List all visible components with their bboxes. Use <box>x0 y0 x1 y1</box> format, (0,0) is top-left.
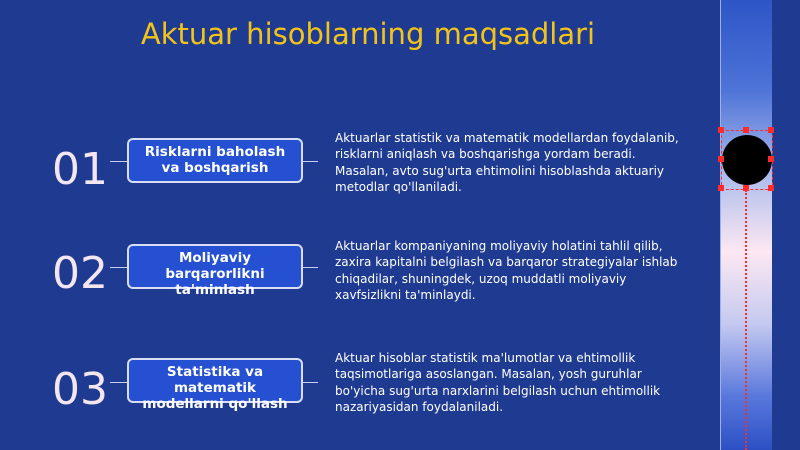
resize-handle-top-right[interactable] <box>768 127 774 133</box>
resize-handle-top-left[interactable] <box>718 127 724 133</box>
resize-handle-left[interactable] <box>718 156 724 162</box>
item-label: Statistika va matematik modellarni qo'llash <box>142 364 288 412</box>
item-description: Aktuar hisoblar statistik ma'lumotlar va ehtimollik taqsimotlariga asoslangan. Masalan, yosh guruhlar bo'yicha sug'urta narxlarini belgilash uchun ehtimollik nazariyasidan foydalaniladi. <box>335 351 661 415</box>
item-label: Risklarni baholash va boshqarish <box>144 144 286 176</box>
connector-line <box>110 267 127 268</box>
resize-handle-bottom-left[interactable] <box>718 185 724 191</box>
item-number: 01 <box>52 144 108 195</box>
resize-handle-bottom[interactable] <box>743 185 749 191</box>
connector-line <box>110 161 127 162</box>
connector-line <box>303 161 318 162</box>
item-label-box[interactable] <box>127 244 303 298</box>
connector-line <box>303 267 318 268</box>
item-number: 03 <box>52 364 108 415</box>
strip-edge-line <box>720 0 721 450</box>
connector-line <box>110 382 127 383</box>
connector-line <box>303 382 318 383</box>
shape-selection-box[interactable] <box>721 130 773 190</box>
item-number: 02 <box>52 248 108 299</box>
slide-title[interactable]: Aktuar hisoblarning maqsadlari <box>140 17 596 51</box>
item-label-box[interactable] <box>127 358 303 412</box>
resize-handle-right[interactable] <box>768 156 774 162</box>
item-description: Aktuarlar kompaniyaning moliyaviy holatini tahlil qilib, zaxira kapitalni belgilash va barqaror strategiyalar ishlab chiqadilar, shuningdek, uzoq muddatli moliyaviy xavfsizlikni ta'minlaydi. <box>335 239 678 303</box>
item-label-box[interactable] <box>127 138 303 183</box>
motion-path-dotted-line <box>745 190 747 450</box>
resize-handle-bottom-right[interactable] <box>768 185 774 191</box>
item-description: Aktuarlar statistik va matematik modellardan foydalanib, risklarni aniqlash va boshqarishga yordam beradi. Masalan, avto sug'urta ehtimolini hisoblashda aktuariy metodlar qo'llaniladi. <box>335 131 679 195</box>
item-label: Moliyaviy barqarorlikni ta'minlash <box>165 250 265 298</box>
resize-handle-top[interactable] <box>743 127 749 133</box>
